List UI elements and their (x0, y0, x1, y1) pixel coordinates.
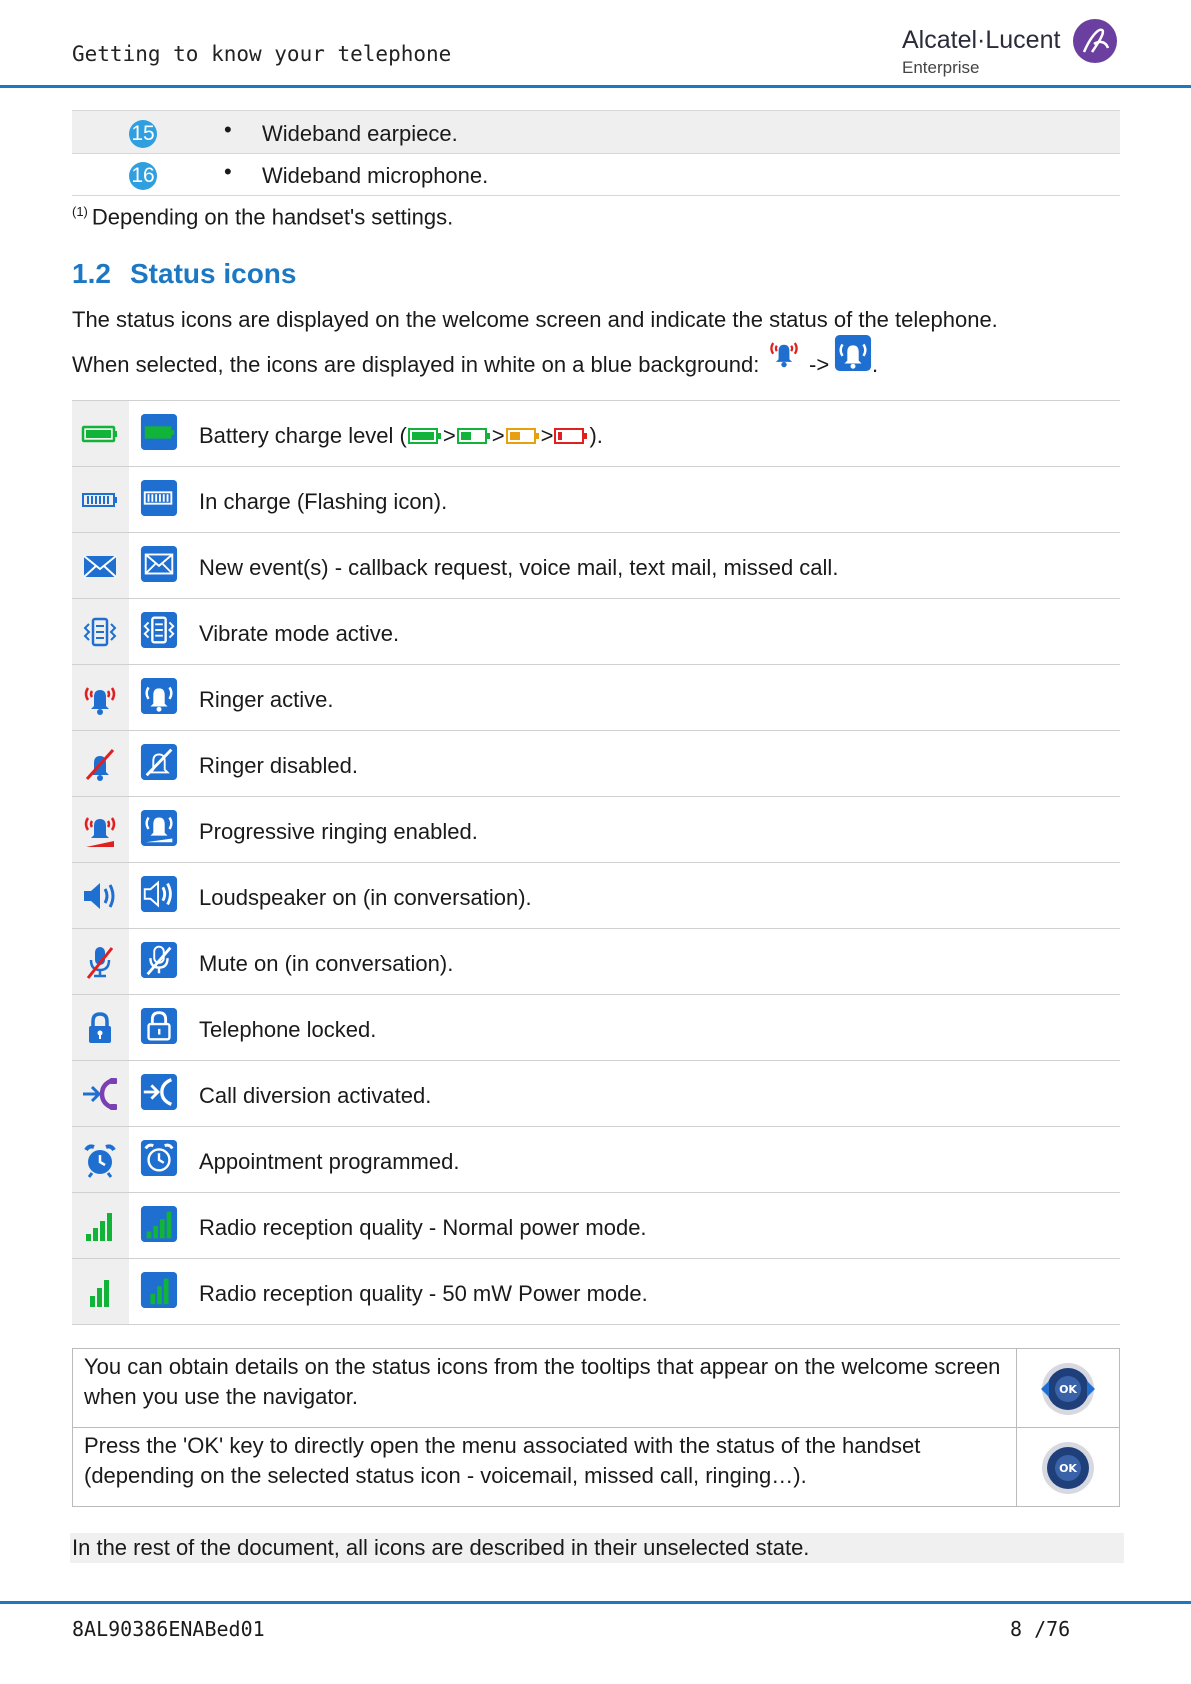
header-rule (0, 85, 1191, 88)
bell-selected-icon (140, 677, 178, 715)
vibrate-selected-icon (140, 611, 178, 649)
progressive-bell-selected-icon (140, 809, 178, 847)
battery-desc-end: ). (589, 423, 603, 448)
envelope-selected-icon (140, 545, 178, 583)
status-description (199, 423, 603, 449)
speaker-icon (80, 876, 120, 916)
status-description: Loudspeaker on (in conversation). (199, 885, 532, 910)
battery-empty-mini-icon (553, 426, 589, 446)
icon-cell (72, 731, 129, 796)
status-row-mute (72, 929, 1120, 995)
icon-cell (72, 599, 129, 664)
lock-selected-icon (140, 1007, 178, 1045)
footnote-text: Depending on the handset's settings. (91, 204, 454, 230)
section-number: 1.2 (72, 258, 111, 289)
icon-cell (72, 995, 129, 1060)
icon-cell (72, 797, 129, 862)
ok-key-icon (1039, 1440, 1097, 1496)
status-description: Progressive ringing enabled. (199, 819, 478, 844)
note-text: You can obtain details on the status icons from the tooltips that appear on the welcome screen when you use the navigator. (84, 1354, 1001, 1409)
battery-full-mini-icon (407, 426, 443, 446)
battery-icon (80, 414, 120, 454)
call-diversion-selected-icon (140, 1073, 178, 1111)
status-row-call-diversion (72, 1061, 1120, 1127)
period-text: . (872, 352, 879, 377)
status-description: Call diversion activated. (199, 1083, 432, 1108)
charging-battery-selected-icon (140, 479, 178, 517)
logo-mark-icon (1072, 18, 1118, 64)
greater-than: > (540, 423, 554, 448)
signal-bars-selected-icon (140, 1205, 178, 1243)
battery-selected-icon (140, 413, 178, 451)
status-row-locked (72, 995, 1120, 1061)
feature-row (72, 153, 1120, 196)
feature-text: Wideband microphone. (262, 163, 489, 188)
page-number: 8 /76 (1010, 1617, 1071, 1641)
bell-icon (80, 678, 120, 718)
alarm-clock-icon (80, 1140, 120, 1180)
status-description: Vibrate mode active. (199, 621, 400, 646)
icon-cell (72, 1061, 129, 1126)
status-row-battery (72, 400, 1120, 467)
section-title: Status icons (130, 258, 297, 289)
bell-off-icon (80, 744, 120, 784)
status-row-vibrate (72, 599, 1120, 665)
vibrate-icon (80, 612, 120, 652)
icon-cell (72, 1127, 129, 1192)
note-row (73, 1349, 1119, 1427)
nav-ok-label: OK (1059, 1383, 1077, 1396)
greater-than: > (442, 423, 456, 448)
status-row-radio-normal (72, 1193, 1120, 1259)
footer-rule (0, 1601, 1191, 1604)
notes-table (72, 1348, 1120, 1507)
icon-cell (72, 533, 129, 598)
note-text: Press the 'OK' key to directly open the menu associated with the status of the handset (depending on the selected status icon - voicemail, missed call, ringing…). (84, 1433, 921, 1488)
mute-microphone-selected-icon (140, 941, 178, 979)
status-row-new-event (72, 533, 1120, 599)
status-description: Radio reception quality - Normal power mode. (199, 1215, 647, 1240)
arrow-text: -> (809, 352, 830, 377)
intro-selected-paragraph: When selected, the icons are displayed in white on a blue background: (72, 352, 760, 377)
bell-selected-icon (834, 334, 872, 372)
alarm-clock-selected-icon (140, 1139, 178, 1177)
status-description: New event(s) - callback request, voice mail, text mail, missed call. (199, 555, 839, 580)
note-icon-cell (1016, 1428, 1119, 1506)
bullet: • (224, 117, 232, 142)
signal-bars-low-selected-icon (140, 1271, 178, 1309)
logo-brand-text: Alcatel·Lucent (902, 26, 1061, 54)
footnote (72, 204, 453, 230)
lock-icon (80, 1008, 120, 1048)
logo-sub-text: Enterprise (902, 58, 980, 77)
status-description: Ringer disabled. (199, 753, 358, 778)
status-row-radio-50mw (72, 1259, 1120, 1325)
status-row-loudspeaker (72, 863, 1120, 929)
status-description: Ringer active. (199, 687, 334, 712)
envelope-icon (80, 546, 120, 586)
charging-battery-icon (80, 480, 120, 520)
status-description: Radio reception quality - 50 mW Power mode. (199, 1281, 648, 1306)
status-description: Appointment programmed. (199, 1149, 460, 1174)
status-description: In charge (Flashing icon). (199, 489, 448, 514)
status-row-appointment (72, 1127, 1120, 1193)
icon-cell (72, 1193, 129, 1258)
icon-cell (72, 665, 129, 730)
progressive-bell-icon (80, 810, 120, 850)
speaker-selected-icon (140, 875, 178, 913)
document-reference: 8AL90386ENABed01 (72, 1617, 265, 1641)
ok-key-label: OK (1059, 1462, 1077, 1475)
call-diversion-icon (80, 1074, 120, 1114)
signal-bars-low-icon (80, 1272, 120, 1312)
icon-cell (72, 401, 129, 466)
feature-row (72, 110, 1120, 154)
bell-unselected-icon (766, 334, 802, 370)
status-icon-table (72, 400, 1120, 1325)
header-title: Getting to know your telephone (72, 42, 452, 66)
icon-cell (72, 467, 129, 532)
closing-note: In the rest of the document, all icons are described in their unselected state. (70, 1533, 1124, 1563)
feature-text: Wideband earpiece. (262, 121, 458, 146)
icon-cell (72, 929, 129, 994)
status-row-charging (72, 467, 1120, 533)
signal-bars-icon (80, 1206, 120, 1246)
status-description: Mute on (in conversation). (199, 951, 454, 976)
status-row-ringer (72, 665, 1120, 731)
icon-cell (72, 1259, 129, 1324)
greater-than: > (491, 423, 505, 448)
bell-off-selected-icon (140, 743, 178, 781)
feature-number-badge: 16 (129, 162, 157, 190)
company-logo (902, 16, 1127, 86)
icon-cell (72, 863, 129, 928)
mute-microphone-icon (80, 942, 120, 982)
feature-number-badge: 15 (129, 120, 157, 148)
battery-low-mini-icon (505, 426, 541, 446)
status-description: Telephone locked. (199, 1017, 377, 1042)
navigator-icon (1039, 1361, 1097, 1417)
intro-paragraph: The status icons are displayed on the welcome screen and indicate the status of the telephone. (72, 307, 998, 332)
note-icon-cell (1016, 1349, 1119, 1427)
note-row (73, 1427, 1119, 1506)
battery-half-mini-icon (456, 426, 492, 446)
status-row-ringer-disabled (72, 731, 1120, 797)
battery-desc-start: Battery charge level ( (199, 423, 407, 448)
footnote-marker: (1) (72, 204, 88, 219)
status-row-progressive (72, 797, 1120, 863)
bullet: • (224, 159, 232, 184)
